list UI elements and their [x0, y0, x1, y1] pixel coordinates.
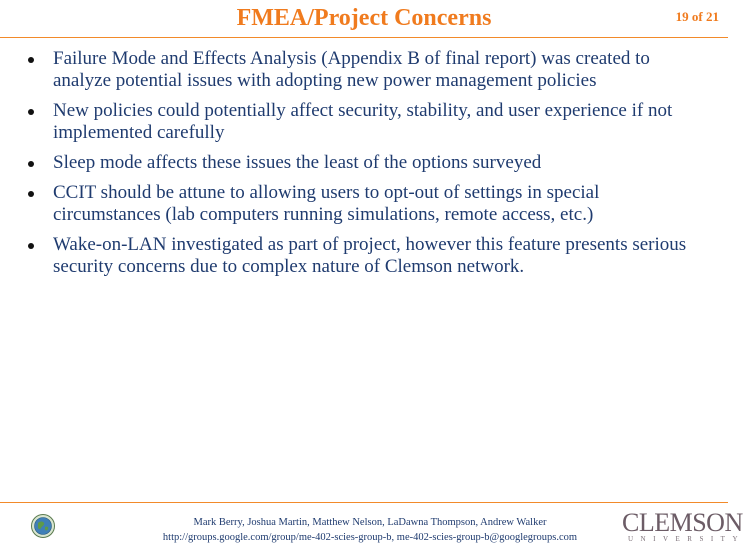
footer-authors: Mark Berry, Joshua Martin, Matthew Nelson, LaDawna Thompson, Andrew Walker [193, 517, 547, 528]
logo-main-text: CLEMSON [622, 508, 743, 537]
bullet-list [0, 48, 728, 286]
footer-links: http://groups.google.com/group/me-402-scies-group-b, me-402-scies-group-b@googlegroups.com [162, 532, 578, 543]
bullet-item [0, 100, 728, 144]
slide-title: FMEA/Project Concerns [236, 5, 492, 31]
clemson-logo [622, 508, 745, 545]
page-number [676, 9, 719, 25]
bullet-text: New policies could potentially affect security, stability, and user experience if not implemented carefully [53, 100, 673, 143]
bullet-dot-icon [28, 109, 34, 115]
footer-divider [0, 502, 728, 503]
bullet-item [0, 152, 728, 174]
bullet-text: Wake-on-LAN investigated as part of project, however this feature presents serious security concerns due to complex nature of Clemson network. [53, 234, 687, 277]
bullet-dot-icon [28, 57, 34, 63]
header-divider [0, 37, 728, 38]
bullet-text: Sleep mode affects these issues the least of the options surveyed [53, 152, 542, 173]
page-number-text: 19 of 21 [675, 9, 719, 24]
bullet-item [0, 48, 728, 92]
bullet-item [0, 234, 728, 278]
bullet-item [0, 182, 728, 226]
bullet-dot-icon [28, 161, 34, 167]
logo-sub-text: UNIVERSITY [628, 535, 745, 543]
bullet-text: CCIT should be attune to allowing users to opt-out of settings in special circumstances (lab computers running simulations, remote access, etc.) [53, 182, 600, 225]
footer [0, 508, 745, 546]
bullet-dot-icon [28, 191, 34, 197]
bullet-text: Failure Mode and Effects Analysis (Appendix B of final report) was created to analyze potential issues with adopting new power management policies [53, 48, 650, 91]
bullet-dot-icon [28, 243, 34, 249]
